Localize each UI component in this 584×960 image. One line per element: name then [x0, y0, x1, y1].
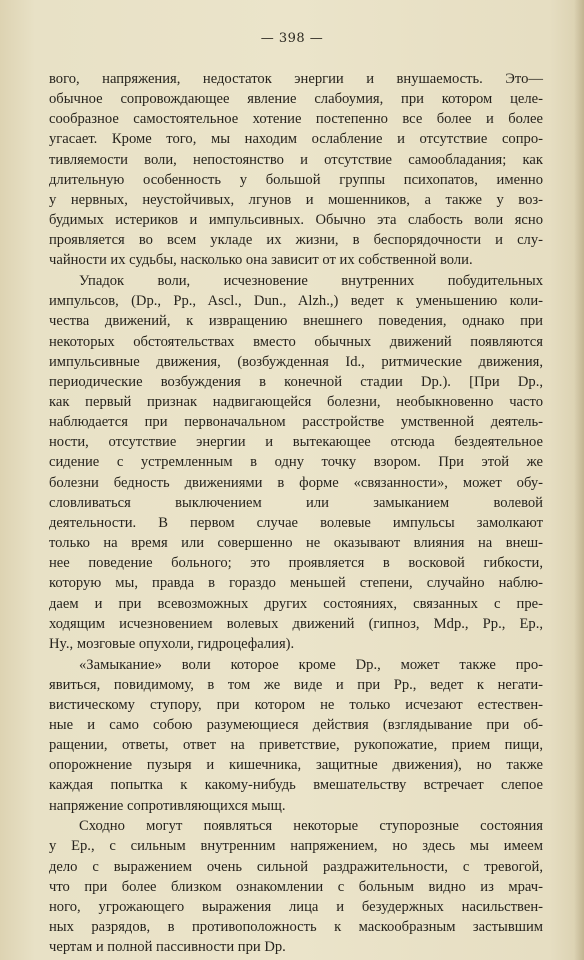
text-line: Упадок воли, исчезновение внутренних побудительных: [79, 273, 543, 290]
paragraph: [49, 655, 543, 816]
text-line: словливаться выключением или замыканием волевой: [49, 494, 543, 511]
text-line: опорожнение пузыря и кишечника, защитные движения), но также: [49, 757, 543, 774]
text-line: каждая попытка к какому-нибудь вмешательству встречает слепое: [49, 777, 543, 794]
text-line: как первый признак надвигающейся болезни, необыкновенно часто: [49, 394, 543, 410]
text-line: только на время или совершенно не оказывают влияния на внеш-: [49, 535, 543, 552]
paragraph: [49, 816, 543, 957]
text-line: что при более близком ознакомлении с больным видно из мрач-: [49, 878, 543, 895]
text-line: у Ep., с сильным внутренним напряжением, но здесь мы имеем: [49, 838, 543, 855]
text-line: импульсивные движения, (возбужденная Id., ритмические движения,: [49, 353, 543, 370]
text-line: дело с выражением очень сильной раздражительности, с тревогой,: [49, 858, 543, 875]
text-line: импульсов, (Dp., Pp., Ascl., Dun., Alzh.,) ведет к уменьшению коли-: [49, 293, 543, 310]
text-line: болезни бедность движениями в форме «связанности», может обу-: [49, 474, 543, 491]
text-line: ращении, ответы, ответ на приветствие, рукопожатие, прием пищи,: [49, 737, 543, 754]
text-line: ных разрядов, в противоположность к маскообразным застывшим: [49, 919, 543, 936]
text-line: угасает. Кроме того, мы находим ослабление и отсутствие сопро-: [49, 131, 543, 148]
page-number: — 398 —: [260, 31, 324, 46]
text-line: вистическому ступору, при котором не только исчезают естествен-: [49, 696, 543, 713]
text-line: Hy., мозговые опухоли, гидроцефалия).: [49, 635, 295, 652]
text-line: чертам и полной пассивности при Dp.: [49, 939, 286, 956]
paragraph: [49, 69, 543, 271]
text-line: «Замыкание» воли которое кроме Dp., может также про-: [79, 656, 543, 673]
text-line: которую мы, правда в гораздо меньшей степени, случайно наблю-: [49, 575, 543, 592]
text-line: даем и при всевозможных других состояниях, связанных с пре-: [49, 595, 543, 612]
text-line: обычное сопровождающее явление слабоумия, при котором целе-: [49, 91, 543, 108]
text-line: тивляемости воли, непостоянство и отсутствие самообладания; как: [49, 151, 543, 168]
text-line: чества движений, к извращению внешнего поведения, однако при: [49, 313, 543, 330]
text-line: наблюдается при первоначальном расстройстве умственной деятель-: [49, 414, 543, 431]
paragraph: [49, 271, 543, 654]
text-line: длительную особенность у большой группы психопатов, именно: [49, 171, 543, 188]
text-line: сообразное самостоятельное хотение постепенно все более и более: [49, 111, 543, 128]
text-line: ные и само собою разумеющиеся действия (взглядывание при об-: [49, 717, 543, 733]
text-line: периодические возбуждения в конечной стадии Dp.). [При Dp.,: [49, 373, 543, 390]
text-line: ного, угрожающего выражения лица и безудержных насильствен-: [49, 898, 543, 915]
text-line: явиться, повидимому, в том же виде и при Pp., ведет к негати-: [49, 676, 543, 693]
text-line: чайности их судьбы, насколько она зависит от их собственной воли.: [49, 252, 473, 269]
body-text: [49, 69, 543, 958]
text-line: напряжение сопротивляющихся мыщ.: [49, 797, 286, 814]
text-line: ности, отсутствие энергии и вытекающее отсюда бездеятельное: [49, 434, 543, 451]
text-line: некоторых обстоятельствах вместо обычных движений появляются: [49, 333, 543, 350]
text-line: вого, напряжения, недостаток энергии и внушаемость. Это—: [49, 71, 543, 87]
text-line: проявляется во всем укладе их жизни, в беспорядочности и слу-: [49, 232, 543, 249]
text-line: сидение с устремленным в одну точку взором. При этой же: [49, 454, 543, 471]
text-line: деятельности. В первом случае волевые импульсы замолкают: [49, 514, 543, 531]
text-line: ходящим исчезновением волевых движений (гипноз, Mdp., Pp., Ep.,: [49, 615, 543, 632]
page-edge-shadow: [574, 0, 584, 960]
text-line: нее поведение больного; это проявляется в восковой гибкости,: [49, 555, 543, 572]
text-line: у нервных, неустойчивых, лгунов и мошенников, а также у воз-: [49, 191, 543, 208]
text-line: будимых истериков и импульсивных. Обычно эта слабость воли ясно: [49, 212, 543, 229]
text-line: Сходно могут появляться некоторые ступорозные состояния: [79, 818, 543, 835]
